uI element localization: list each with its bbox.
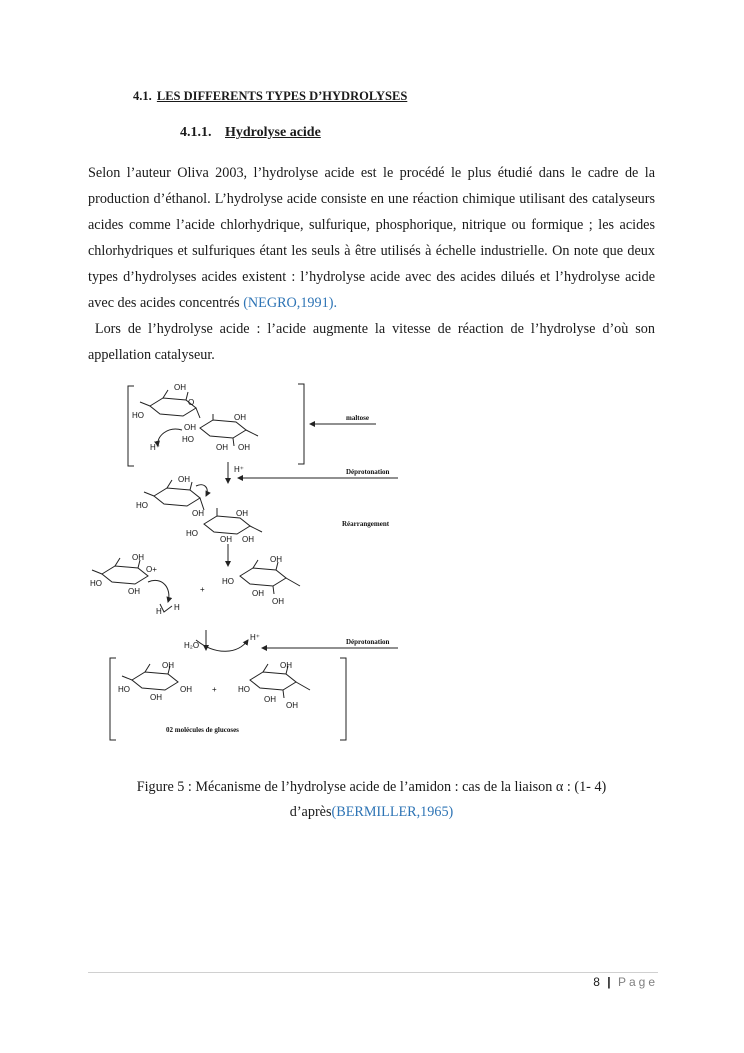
caption-line-1: Figure 5 : Mécanisme de l’hydrolyse acide de l’amidon : cas de la liaison α : (1- 4) bbox=[136, 779, 607, 795]
page-label: Page bbox=[617, 975, 658, 989]
paragraph-1-text: Selon l’auteur Oliva 2003, l’hydrolyse acide est le procédé le plus étudié dans le cadre de la production d’éthanol. L’hydrolyse acide consiste en une réaction chimique utilisant des catalyseurs acides comme l’acide chlorhydrique, sulfurique, phosphorique, nitrique ou formique ; les acides chlorhydriques et sulfuriques étant les seuls à être utilisés à échelle industrielle. On note que deux types d’hydrolyses acides existent : l’hydrolyse acide avec des acides dilués et l’hydrolyse acide avec des acides concentrés bbox=[88, 165, 655, 311]
atom-ho: HO bbox=[132, 411, 144, 420]
caption-prefix: d’après bbox=[289, 804, 332, 820]
atom-oh: OH bbox=[264, 695, 276, 704]
atom-oh: OH bbox=[280, 661, 292, 670]
atom-ho: HO bbox=[136, 501, 148, 510]
label-maltose: maltose bbox=[346, 414, 369, 422]
section-title: LES DIFFERENTS TYPES D’HYDROLYSES bbox=[156, 89, 408, 103]
atom-ho: HO bbox=[222, 577, 234, 586]
label-glucoses: 02 molécules de glucoses bbox=[166, 726, 239, 734]
atom-ho: HO bbox=[238, 685, 250, 694]
atom-hplus: H⁺ bbox=[250, 633, 260, 642]
atom-o: O bbox=[188, 398, 195, 407]
section-heading bbox=[133, 89, 407, 104]
figure-caption bbox=[88, 775, 655, 825]
paragraph-2: Lors de l’hydrolyse acide : l’acide augmente la vitesse de réaction de l’hydrolyse d’où son appellation catalyseur. bbox=[88, 321, 655, 363]
atom-oh: OH bbox=[272, 597, 284, 606]
body-text bbox=[88, 160, 655, 368]
atom-oh: OH bbox=[220, 535, 232, 544]
footer-divider bbox=[88, 972, 658, 973]
atom-oh: OH bbox=[128, 587, 140, 596]
atom-oh: OH bbox=[286, 701, 298, 710]
section-number: 4.1. bbox=[133, 89, 152, 103]
paragraph-1 bbox=[88, 160, 655, 316]
page-number: 8 bbox=[593, 975, 600, 989]
label-rearrangement: Réarrangement bbox=[342, 520, 390, 528]
atom-oh: OH bbox=[242, 535, 254, 544]
label-deprotonation-2: Déprotonation bbox=[346, 638, 390, 646]
atom-oh: OH bbox=[216, 443, 228, 452]
atom-oh: OH bbox=[236, 509, 248, 518]
plus-sign: + bbox=[212, 685, 217, 694]
atom-oh: OH bbox=[270, 555, 282, 564]
atom-oh: OH bbox=[178, 475, 190, 484]
atom-ho: HO bbox=[90, 579, 102, 588]
atom-oh: OH bbox=[252, 589, 264, 598]
citation-negro: (NEGRO,1991). bbox=[243, 295, 337, 311]
atom-h: H bbox=[174, 603, 180, 612]
label-deprotonation-1: Déprotonation bbox=[346, 468, 390, 476]
citation-bermiller: (BERMILLER,1965) bbox=[331, 804, 454, 820]
atom-oh: OH bbox=[180, 685, 192, 694]
atom-oh: OH bbox=[132, 553, 144, 562]
subsection-heading bbox=[180, 125, 321, 141]
page-footer bbox=[593, 975, 658, 989]
atom-labels bbox=[90, 383, 298, 710]
atom-oh: OH bbox=[238, 443, 250, 452]
atom-hplus: H⁺ bbox=[150, 443, 160, 452]
atom-h2o: H₂O bbox=[184, 641, 200, 650]
atom-oplus: O+ bbox=[146, 565, 157, 574]
atom-oh: OH bbox=[174, 383, 186, 392]
plus-sign: + bbox=[200, 585, 205, 594]
atom-oh: OH bbox=[192, 509, 204, 518]
atom-oh: OH bbox=[234, 413, 246, 422]
caption-line-2 bbox=[88, 800, 655, 825]
atom-oh: OH bbox=[162, 661, 174, 670]
atom-ho: HO bbox=[118, 685, 130, 694]
hydrolysis-mechanism-figure bbox=[88, 378, 418, 750]
atom-oh: OH bbox=[150, 693, 162, 702]
subsection-number: 4.1.1. bbox=[180, 125, 212, 140]
atom-oh: OH bbox=[184, 423, 196, 432]
subsection-title: Hydrolyse acide bbox=[225, 125, 321, 140]
atom-ho: HO bbox=[182, 435, 194, 444]
atom-hplus: H⁺ bbox=[234, 465, 244, 474]
atom-h: H bbox=[156, 607, 162, 616]
atom-ho: HO bbox=[186, 529, 198, 538]
footer-separator: | bbox=[607, 975, 611, 989]
